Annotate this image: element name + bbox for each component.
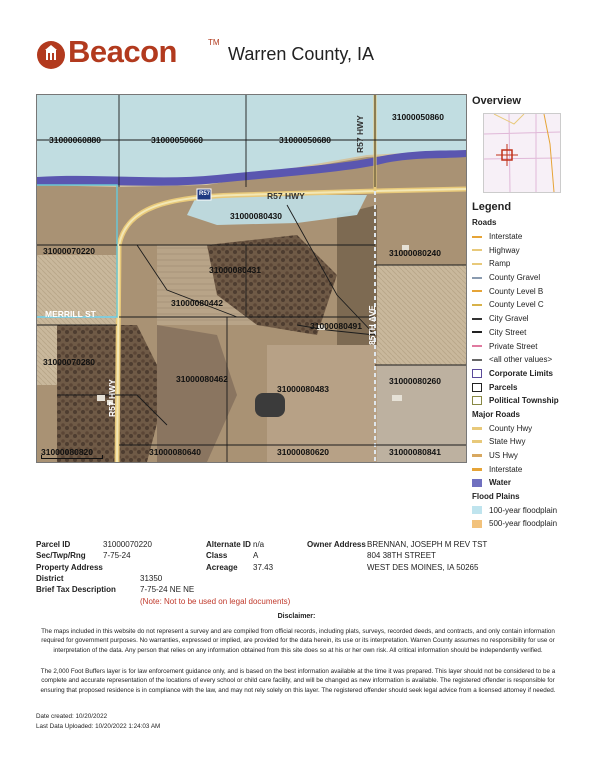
road-label: 85TH AVE (367, 305, 377, 345)
owner-address-label-block (307, 539, 366, 550)
road-swatch-icon (472, 236, 482, 238)
district-label: District (36, 573, 64, 583)
parcel-label[interactable]: 31000080640 (149, 447, 202, 457)
class-label: Class (206, 551, 228, 561)
scale-bar (41, 455, 103, 459)
overview-graphic (484, 114, 560, 192)
pond (255, 393, 285, 417)
major-road-swatch-icon (472, 468, 482, 471)
road-label: R57 HWY (355, 115, 365, 153)
legend-row (472, 353, 593, 367)
acreage-value: 37.43 (253, 562, 274, 572)
legend-row (472, 449, 593, 463)
alternate-id-value: n/a (253, 540, 265, 549)
legend-row (472, 326, 593, 340)
district-value: 31350 (140, 574, 163, 583)
sec-label: Sec/Twp/Rng (36, 551, 86, 561)
road-swatch-icon (472, 249, 482, 251)
legend-row (472, 298, 593, 312)
date-uploaded: Last Data Uploaded: 10/20/2022 1:24:03 AM (36, 722, 161, 730)
parcel-info-values-1 (103, 539, 152, 562)
parcel-id-label: Parcel ID (36, 540, 71, 549)
beacon-logo-icon (36, 40, 66, 70)
legend-road-label: Interstate (489, 232, 523, 242)
legend-major-road-label: State Hwy (489, 437, 526, 447)
brief-tax-note: (Note: Not to be used on legal documents) (140, 596, 291, 606)
parcel-label[interactable]: 31000080841 (389, 447, 442, 457)
major-road-swatch-icon (472, 454, 482, 457)
water-swatch-icon (472, 479, 482, 487)
legend-row (472, 421, 593, 435)
legend-road-label: City Gravel (489, 314, 529, 324)
legend-boundary-label: Corporate Limits (489, 368, 554, 378)
parcel-label[interactable]: 31000050860 (392, 112, 445, 122)
legend-boundary-label: Political Township (489, 396, 559, 406)
legend-water-label: Water (489, 478, 511, 488)
legend-major-roads-heading: Major Roads (472, 409, 521, 419)
parcel-label[interactable]: 31000080431 (209, 265, 262, 275)
legend (472, 216, 593, 531)
parcel-label[interactable]: 31000080430 (230, 211, 283, 221)
legend-boundary-label: Parcels (489, 382, 518, 392)
parcel-info-mid-labels (206, 539, 251, 573)
class-value: A (253, 551, 259, 561)
legend-road-label: County Level C (489, 300, 544, 310)
legend-row (472, 230, 593, 244)
parcel-label[interactable]: 31000060880 (49, 135, 102, 145)
legend-row (472, 243, 593, 257)
parcel-label[interactable]: 31000080820 (41, 447, 94, 457)
legend-flood-heading: Flood Plains (472, 492, 520, 502)
parcel-label[interactable]: 31000050680 (279, 135, 332, 145)
parcel-map[interactable] (36, 94, 467, 463)
parcel-label[interactable]: 31000080483 (277, 384, 330, 394)
road-swatch-icon (472, 290, 482, 292)
sec-value: 7-75-24 (103, 551, 131, 561)
legend-row (472, 380, 593, 394)
logo-text: Beacon (68, 34, 177, 69)
boundary-swatch-icon (472, 383, 482, 392)
brief-tax-label: Brief Tax Description (36, 585, 116, 595)
disclaimer-paragraph-1: The maps included in this website do not represent a survey and are compiled from official records, including plats, surveys, recorded deeds, and contracts, and only contain information required for government purposes. No warranties, expressed or implied, are provided for the data herein, its use or its interpretation. Warren County assumes no responsibility for use or interpretation of the data. Any person that relies on any information obtained from this site does so at his or her own risk. All critical information should be independently verified. (41, 628, 555, 654)
road-swatch-icon (472, 304, 482, 306)
flood-swatch-icon (472, 520, 482, 528)
aerial-map[interactable] (37, 95, 466, 462)
major-road-swatch-icon (472, 427, 482, 430)
parcel-label[interactable]: 31000080620 (277, 447, 330, 457)
road-swatch-icon (472, 331, 482, 333)
field (377, 265, 466, 365)
disclaimer-paragraph-2: The 2,000 Foot Buffers layer is for law enforcement guidance only, and is based on the best information available at the time it was prepared. This layer should not be considered to be a complete and accurate representation of the locations of every school or child care facility, and will be changed as new information is available. The registered offender is responsible for ensuring that proposed residence is in compliance with the law, and may not rely solely on this layer. The registered offender should seek legal advice from a licensed attorney if needed. (40, 668, 556, 694)
legend-row (472, 257, 593, 271)
owner-line-1: BRENNAN, JOSEPH M REV TST (367, 540, 488, 549)
parcel-id-value: 31000070220 (103, 540, 152, 549)
legend-road-label: City Street (489, 327, 527, 337)
dates-block (36, 712, 160, 731)
legend-road-label: Ramp (489, 259, 511, 269)
legend-row (472, 312, 593, 326)
owner-address-block (367, 539, 487, 573)
major-road-swatch-icon (472, 440, 482, 443)
legend-major-road-label: County Hwy (489, 423, 533, 433)
overview-title: Overview (472, 95, 521, 107)
road-swatch-icon (472, 318, 482, 320)
disclaimer-title: Disclaimer: (277, 613, 316, 620)
parcel-label[interactable]: 31000080260 (389, 376, 442, 386)
legend-road-label: Highway (489, 245, 520, 255)
legend-row (472, 476, 593, 490)
road-swatch-icon (472, 359, 482, 361)
trademark: TM (208, 38, 220, 47)
legend-row (472, 462, 593, 476)
parcel-label[interactable]: 31000080491 (310, 321, 363, 331)
boundary-swatch-icon (472, 369, 482, 378)
overview-map[interactable] (483, 113, 561, 193)
legend-road-label: County Gravel (489, 273, 541, 283)
parcel-label[interactable]: 31000070220 (43, 246, 96, 256)
parcel-info-values-2 (140, 573, 290, 607)
legend-flood-label: 500-year floodplain (489, 519, 558, 529)
alternate-id-label: Alternate ID (206, 540, 251, 549)
road-swatch-icon (472, 345, 482, 347)
legend-row (472, 367, 593, 381)
parcel-label[interactable]: 31000080442 (171, 298, 224, 308)
legend-row (472, 435, 593, 449)
owner-line-3: WEST DES MOINES, IA 50265 (367, 562, 479, 572)
legend-major-road-label: Interstate (489, 464, 523, 474)
owner-address-label: Owner Address (307, 540, 366, 549)
owner-line-2: 804 38TH STREET (367, 551, 436, 561)
legend-flood-label: 100-year floodplain (489, 505, 558, 515)
legend-row (472, 284, 593, 298)
parcel-label[interactable]: 31000080462 (176, 374, 229, 384)
road-label: R57 HWY (107, 379, 117, 417)
county-name: Warren County, IA (228, 44, 375, 64)
road-swatch-icon (472, 263, 482, 265)
legend-row (472, 503, 593, 517)
legend-roads-heading: Roads (472, 218, 497, 228)
parcel-label[interactable]: 31000080240 (389, 248, 442, 258)
legend-row (472, 271, 593, 285)
legend-row (472, 394, 593, 408)
legend-row (472, 517, 593, 531)
property-address-label: Property Address (36, 562, 103, 572)
legend-title: Legend (472, 201, 512, 213)
legend-row (472, 339, 593, 353)
legend-road-label: Private Street (489, 341, 538, 351)
road-swatch-icon (472, 277, 482, 279)
acreage-label: Acreage (206, 562, 238, 572)
flood-swatch-icon (472, 506, 482, 514)
road-shield-label: R57 (199, 191, 211, 197)
legend-road-label: <all other values> (489, 355, 553, 365)
legend-road-label: County Level B (489, 286, 544, 296)
legend-major-road-label: US Hwy (489, 451, 518, 461)
road-label: MERRILL ST (45, 309, 96, 319)
date-created: Date created: 10/20/2022 (36, 713, 108, 720)
parcel-label[interactable]: 31000070280 (43, 357, 96, 367)
parcel-label[interactable]: 31000050660 (151, 135, 204, 145)
road-label: R57 HWY (267, 191, 305, 201)
brief-tax-value: 7-75-24 NE NE (140, 585, 195, 595)
parcel-info-mid-values (253, 539, 273, 573)
boundary-swatch-icon (472, 396, 482, 405)
